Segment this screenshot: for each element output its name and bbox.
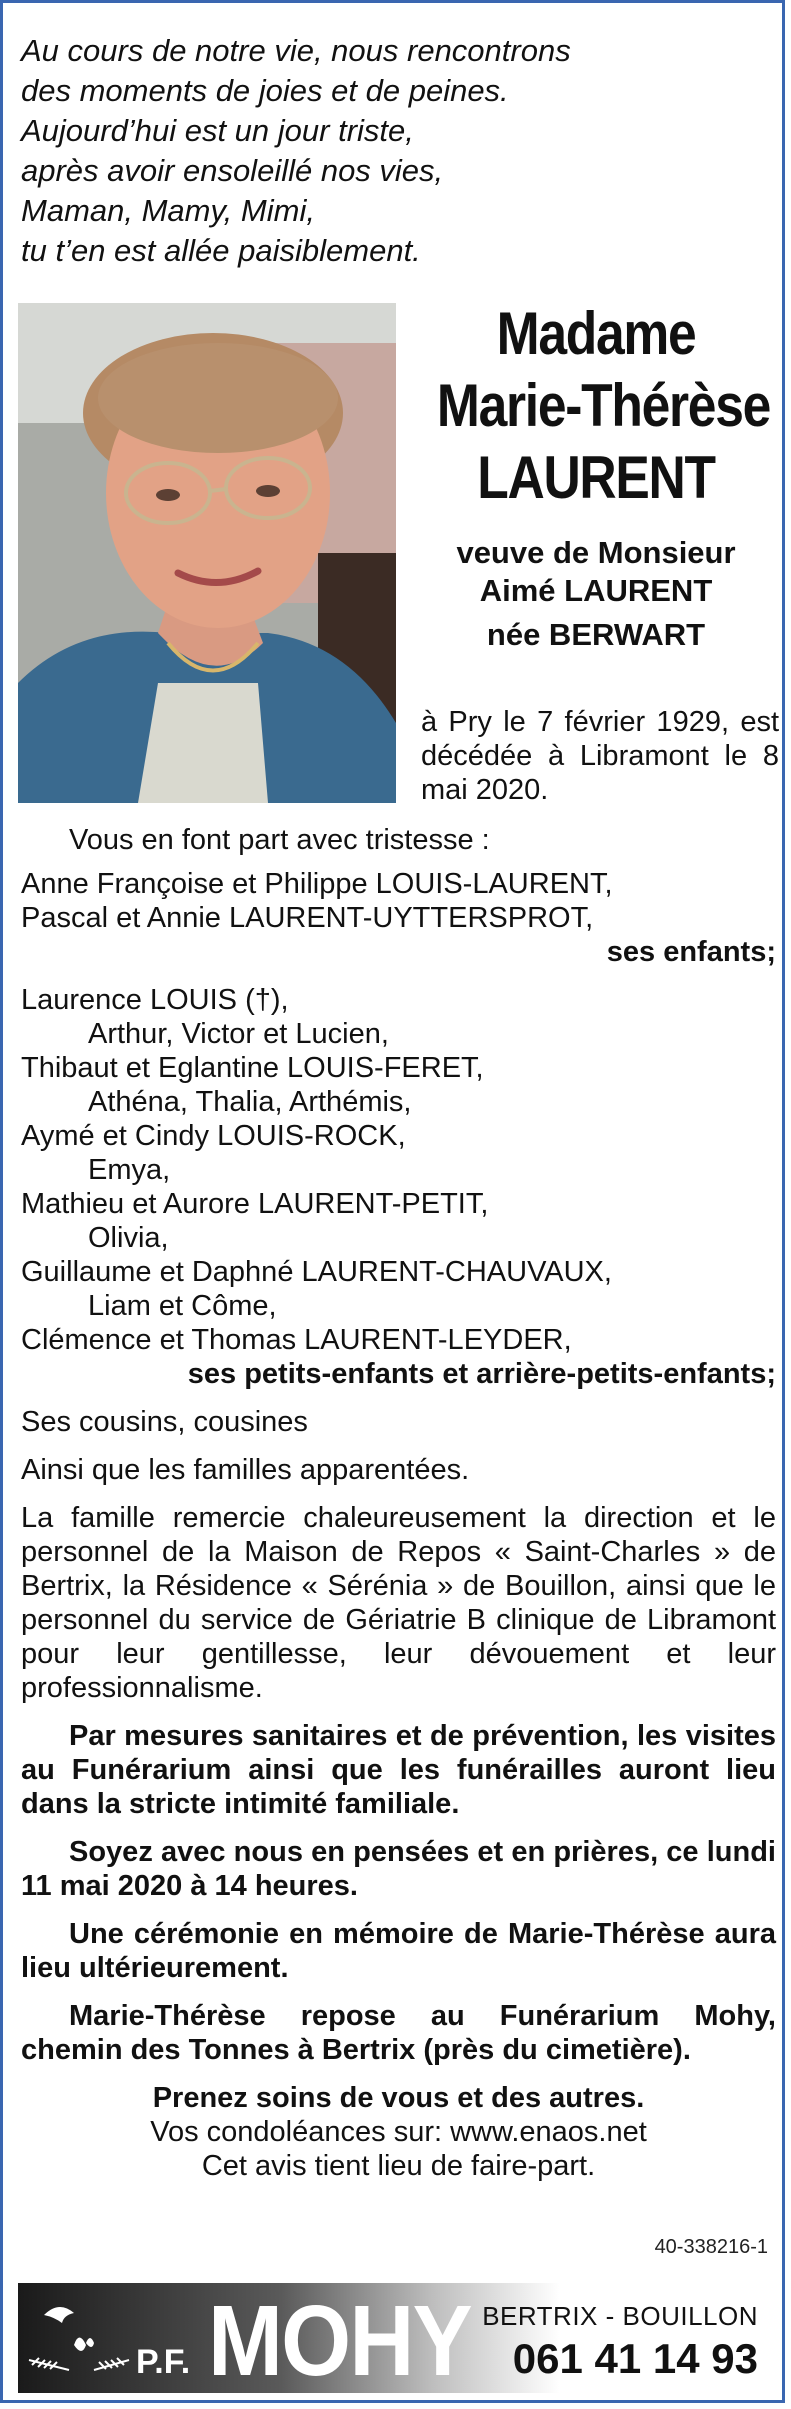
grandchild-line: Liam et Côme, bbox=[88, 1290, 277, 1322]
announcement bbox=[21, 823, 776, 2183]
grandchild-line: Emya, bbox=[88, 1154, 171, 1186]
grandchild-line: Guillaume et Daphné LAURENT-CHAUVAUX, bbox=[21, 1256, 612, 1288]
poem bbox=[21, 31, 571, 271]
grandchildren-list bbox=[21, 983, 776, 1357]
grandchild-line: Arthur, Victor et Lucien, bbox=[88, 1018, 389, 1050]
grandchild-line: Mathieu et Aurore LAURENT-PETIT, bbox=[21, 1188, 489, 1220]
prayers-paragraph: Soyez avec nous en pensées et en prières, ce lundi 11 mai 2020 à 14 heures. bbox=[21, 1836, 776, 1902]
first-names: Marie-Thérèse bbox=[436, 372, 771, 439]
grandchild-line: Thibaut et Eglantine LOUIS-FERET, bbox=[21, 1052, 484, 1084]
grandchild-line: Laurence LOUIS (†), bbox=[21, 984, 289, 1016]
dove-logo-icon bbox=[24, 2295, 134, 2385]
condolences-line: Vos condoléances sur: www.enaos.net bbox=[150, 2116, 647, 2148]
grandchild-line: Athéna, Thalia, Arthémis, bbox=[88, 1086, 412, 1118]
poem-line: Aujourd’hui est un jour triste, bbox=[21, 113, 414, 148]
funeral-home-name: MOHY bbox=[208, 2285, 471, 2397]
poem-line: Au cours de notre vie, nous rencontrons bbox=[21, 33, 571, 68]
phone-number: 061 41 14 93 bbox=[512, 2335, 758, 2382]
birth-death-info: à Pry le 7 février 1929, est décédée à Libramont le 8 mai 2020. bbox=[421, 706, 779, 806]
sanitary-paragraph: Par mesures sanitaires et de prévention, les visites au Funérarium ainsi que les funérailles auront lieu dans la stricte intimité familiale. bbox=[21, 1720, 776, 1820]
thanks-paragraph: La famille remercie chaleureusement la direction et le personnel de la Maison de Repos « Saint-Charles » de Bertrix, la Résidence « Sérénia » de Bouillon, ainsi que le personnel du service de Gériatrie B clinique de Libramont pour leur gentillesse, leur dévouement et leur professionnalisme. bbox=[21, 1502, 776, 1704]
widow-line: Aimé LAURENT bbox=[479, 573, 713, 608]
care-line: Prenez soins de vous et des autres. bbox=[152, 2082, 645, 2114]
grandchild-line: Clémence et Thomas LAURENT-LEYDER, bbox=[21, 1324, 572, 1356]
notice-line: Cet avis tient lieu de faire-part. bbox=[201, 2150, 596, 2182]
grandchild-line: Olivia, bbox=[88, 1222, 169, 1254]
intro: Vous en font part avec tristesse : bbox=[69, 824, 490, 856]
widow-info bbox=[411, 534, 781, 654]
child-line: Anne Françoise et Philippe LOUIS-LAURENT, bbox=[21, 868, 613, 900]
cousins: Ses cousins, cousines bbox=[21, 1406, 308, 1438]
widow-line: veuve de Monsieur bbox=[456, 535, 736, 570]
funeral-home-banner bbox=[18, 2283, 770, 2397]
child-line: Pascal et Annie LAURENT-UYTTERSPROT, bbox=[21, 902, 594, 934]
title: Madame bbox=[496, 300, 696, 367]
poem-line: des moments de joies et de peines. bbox=[21, 73, 509, 108]
children-label: ses enfants; bbox=[606, 936, 776, 968]
maiden-name: née BERWART bbox=[486, 617, 706, 652]
poem-line: Maman, Mamy, Mimi, bbox=[21, 193, 315, 228]
families: Ainsi que les familles apparentées. bbox=[21, 1454, 470, 1486]
grandchild-line: Aymé et Cindy LOUIS-ROCK, bbox=[21, 1120, 406, 1152]
rests-paragraph: Marie-Thérèse repose au Funérarium Mohy, chemin des Tonnes à Bertrix (près du cimetière). bbox=[21, 2000, 776, 2066]
ceremony-paragraph: Une cérémonie en mémoire de Marie-Thérèse aura lieu ultérieurement. bbox=[21, 1918, 776, 1984]
poem-line: tu t’en est allée paisiblement. bbox=[21, 233, 421, 268]
pf-label: P.F. bbox=[136, 2343, 191, 2381]
poem-line: après avoir ensoleillé nos vies, bbox=[21, 153, 444, 188]
grandchildren-label: ses petits-enfants et arrière-petits-enfants; bbox=[187, 1358, 776, 1390]
portrait-photo bbox=[18, 303, 396, 803]
reference-number: 40-338216-1 bbox=[654, 2236, 768, 2258]
deceased-name-block bbox=[411, 298, 781, 654]
towns: BERTRIX - BOUILLON bbox=[482, 2301, 758, 2331]
surname: LAURENT bbox=[477, 444, 715, 511]
